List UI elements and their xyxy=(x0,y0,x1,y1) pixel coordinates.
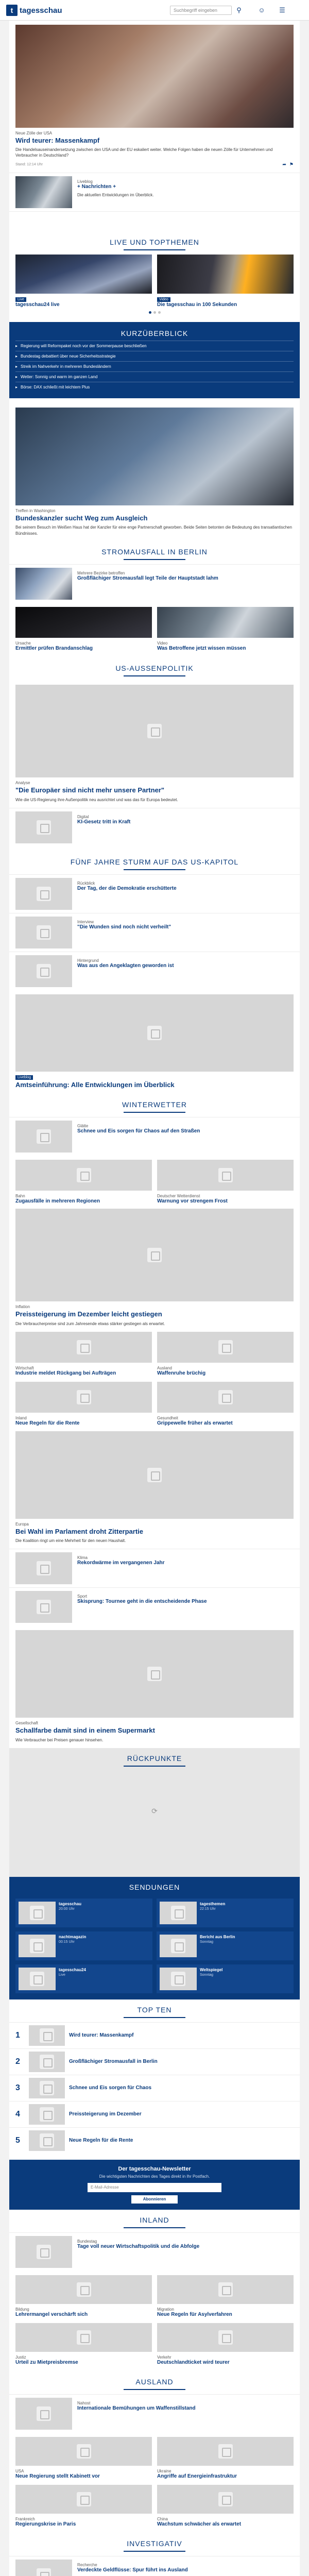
sendung-card[interactable] xyxy=(15,1931,152,1960)
kapitol-lead[interactable] xyxy=(9,990,300,1094)
kapitol-topline: Interview xyxy=(77,919,94,924)
hero-text: Die Handelsauseinandersetzung zwischen den USA und der EU eskaliert weiter. Welche Folgen haben die neuen Zölle für Unternehmen und Verbraucher in Deutschland? xyxy=(15,147,273,158)
placeholder-image xyxy=(15,1332,152,1363)
hero-meta xyxy=(15,162,294,167)
lead-four-text: Wie Verbraucher bei Preisen genauer hinsehen. xyxy=(15,1737,104,1742)
more-teaser-topline: Klima xyxy=(77,1555,88,1561)
second-teaser-text: Die aktuellen Entwicklungen im Überblick. xyxy=(77,193,154,198)
lead-four-headline[interactable]: Schallfarbe damit sind in einem Supermarkt xyxy=(15,1726,155,1735)
inland-grid xyxy=(9,2271,300,2366)
stromausfall-title: STROMAUSFALL IN BERLIN xyxy=(101,547,208,556)
placeholder-image xyxy=(157,2275,294,2304)
sendung-card[interactable] xyxy=(157,1964,294,1993)
winterwetter-card-topline: Deutscher Wetterdienst xyxy=(157,1193,200,1198)
ausland-title: AUSLAND xyxy=(135,2377,174,2386)
more-teaser-topline: Sport xyxy=(77,1594,88,1599)
ausland-card-topline: Ukraine xyxy=(157,2468,171,2473)
us-aussenpolitik-text: Wie die US-Regierung ihre Außenpolitik neu ausrichtet und was das für Europa bedeutet. xyxy=(15,797,178,802)
stromausfall-card-image xyxy=(157,607,294,638)
live-section-title: LIVE UND TOPTHEMEN xyxy=(110,238,199,246)
section-divider xyxy=(124,249,185,250)
section-divider xyxy=(124,1766,185,1767)
stromausfall-card-topline: Ursache xyxy=(15,640,31,646)
placeholder-image xyxy=(15,1209,294,1301)
placeholder-image xyxy=(157,1160,294,1191)
inland-card[interactable] xyxy=(157,2323,294,2366)
stromausfall-item[interactable] xyxy=(9,564,300,603)
main-content xyxy=(9,21,300,2576)
winterwetter-card[interactable] xyxy=(15,1160,152,1205)
inland-card[interactable] xyxy=(157,2275,294,2318)
second-teaser[interactable] xyxy=(9,173,300,211)
more-teaser[interactable] xyxy=(9,1549,300,1587)
kapitol-item[interactable] xyxy=(9,952,300,990)
topten-headline[interactable]: Preissteigerung im Dezember xyxy=(69,2111,142,2117)
winterwetter-title: WINTERWETTER xyxy=(122,1100,187,1109)
news-card-topline: Gesundheit xyxy=(157,1416,178,1421)
live-badge: Live xyxy=(15,297,26,302)
ausland-card-topline: Frankreich xyxy=(15,2517,35,2522)
placeholder-image xyxy=(19,1968,56,1990)
placeholder-image xyxy=(29,2052,65,2072)
placeholder-image xyxy=(157,1332,294,1363)
sendung-card[interactable] xyxy=(15,1964,152,1993)
placeholder-image xyxy=(15,1630,294,1718)
topten-rank: 2 xyxy=(15,2057,20,2066)
placeholder-image xyxy=(15,1591,72,1623)
sendung-title: Bericht aus Berlin xyxy=(200,1934,235,1939)
placeholder-image xyxy=(157,2323,294,2352)
top-story-image xyxy=(15,408,294,505)
us-aussenpolitik-topline: Analyse xyxy=(15,781,30,786)
top-story[interactable] xyxy=(9,403,300,541)
winterwetter-grid xyxy=(9,1156,300,1205)
winterwetter-card[interactable] xyxy=(157,1160,294,1205)
topten-rank: 1 xyxy=(15,2030,20,2040)
topten-item[interactable] xyxy=(9,2048,300,2075)
section-divider xyxy=(124,2227,185,2228)
placeholder-image xyxy=(15,1382,152,1413)
kurzueberblick-item[interactable]: ▸ Bundestag debattiert über neue Sicherheitsstrategie xyxy=(15,351,294,361)
winterwetter-headline[interactable]: Schnee und Eis sorgen für Chaos auf den Straßen xyxy=(77,1128,200,1134)
more-teaser-headline[interactable]: Rekordwärme im vergangenen Jahr xyxy=(77,1560,165,1566)
stromausfall-card[interactable] xyxy=(15,607,152,652)
ausland-card-headline[interactable]: Wachstum schwächer als erwartet xyxy=(157,2521,242,2528)
hero-headline[interactable]: Wird teurer: Massenkampf xyxy=(15,137,100,144)
top-story-text: Bei seinem Besuch im Weißen Haus hat der Kanzler für eine enge Partnerschaft geworben. Beide Seiten betonten die Bedeutung des transatlantischen Bündnisses. xyxy=(15,525,293,536)
ausland-card-topline: China xyxy=(157,2517,168,2522)
sendung-time: 20:00 Uhr xyxy=(59,1907,75,1911)
ausland-grid xyxy=(9,2433,300,2528)
sendung-title: tagesschau24 xyxy=(59,1967,86,1972)
newsletter-email-field[interactable]: E-Mail-Adresse xyxy=(88,2183,221,2192)
sendungen-grid xyxy=(9,1894,300,1999)
kapitol-item[interactable] xyxy=(9,913,300,952)
menu-icon[interactable]: ☰ xyxy=(279,6,285,14)
kapitol-item[interactable] xyxy=(9,874,300,913)
news-grid xyxy=(9,1332,300,1427)
logo[interactable] xyxy=(6,5,62,16)
winterwetter-item[interactable] xyxy=(9,1117,300,1156)
sendung-card[interactable] xyxy=(157,1899,294,1927)
placeholder-image xyxy=(15,2236,72,2268)
kapitol-headline[interactable]: "Die Wunden sind noch nicht verheilt" xyxy=(77,924,171,930)
us-aussenpolitik-title: US-AUSSENPOLITIK xyxy=(115,664,194,673)
kurzueberblick-title: KURZÜBERBLICK xyxy=(121,329,188,338)
investigativ-title: INVESTIGATIV xyxy=(127,2539,182,2548)
lead-three-text: Die Koalition ringt um eine Mehrheit für den neuen Haushalt. xyxy=(15,1538,126,1544)
news-card[interactable] xyxy=(15,1332,152,1377)
news-card[interactable] xyxy=(15,1382,152,1427)
newsletter-text: Die wichtigsten Nachrichten des Tages direkt in Ihr Postfach. xyxy=(99,2174,210,2179)
topten-item[interactable] xyxy=(9,2022,300,2048)
second-teaser-topline: Liveblog xyxy=(77,179,93,184)
topten-title: TOP TEN xyxy=(137,2005,172,2014)
sendung-card[interactable] xyxy=(157,1931,294,1960)
us-aussenpolitik-headline[interactable]: "Die Europäer sind nicht mehr unsere Partner" xyxy=(15,786,165,794)
topten-headline[interactable]: Wird teurer: Massenkampf xyxy=(69,2032,134,2038)
inland-lead-headline[interactable]: Tage voll neuer Wirtschaftspolitik und die Abfolge xyxy=(77,2243,200,2249)
inland-card-topline: Justiz xyxy=(15,2355,26,2360)
newsletter-box xyxy=(9,2160,300,2210)
us-aussenpolitik-teaser[interactable] xyxy=(9,681,300,807)
ausland-lead[interactable] xyxy=(9,2394,300,2433)
section-divider xyxy=(124,2389,185,2390)
us-aussenpolitik-sub[interactable] xyxy=(9,808,300,846)
winterwetter-card-headline[interactable]: Warnung vor strengem Frost xyxy=(157,1198,228,1204)
stromausfall-headline[interactable]: Großflächiger Stromausfall legt Teile der Hauptstadt lahm xyxy=(77,575,218,581)
slider-dots[interactable] xyxy=(9,308,300,317)
lead-three-headline[interactable]: Bei Wahl im Parlament droht Zitterpartie xyxy=(15,1527,144,1535)
kurzueberblick-item[interactable]: ▸ Wetter: Sonnig und warm im ganzen Land xyxy=(15,371,294,382)
sendung-card[interactable] xyxy=(15,1899,152,1927)
section-divider xyxy=(124,675,185,676)
live-card-headline[interactable]: tagesschau24 live xyxy=(15,301,60,308)
news-card[interactable] xyxy=(157,1332,294,1377)
placeholder-image xyxy=(15,1552,72,1584)
kapitol-headline[interactable]: Was aus den Angeklagten geworden ist xyxy=(77,962,174,969)
hero-timestamp: Stand: 12:14 Uhr xyxy=(15,162,43,166)
inland-card-headline[interactable]: Urteil zu Mietpreisbremse xyxy=(15,2360,78,2366)
news-card[interactable] xyxy=(157,1382,294,1427)
lead-two-topline: Inflation xyxy=(15,1304,30,1310)
live-card[interactable] xyxy=(15,255,152,309)
placeholder-image xyxy=(15,1160,152,1191)
placeholder-image xyxy=(19,1935,56,1957)
lead-three-topline: Europa xyxy=(15,1521,29,1527)
inland-lead[interactable] xyxy=(9,2232,300,2271)
ausland-card-headline[interactable]: Angriffe auf Energieinfrastruktur xyxy=(157,2473,237,2479)
kurzueberblick-item[interactable]: ▸ Börse: DAX schließt mit leichtem Plus xyxy=(15,382,294,392)
placeholder-image xyxy=(15,2560,72,2576)
hero-teaser[interactable] xyxy=(9,21,300,173)
placeholder-image xyxy=(157,1382,294,1413)
sendung-time: Live xyxy=(59,1973,65,1977)
sendungen-section xyxy=(9,1877,300,1999)
site-header xyxy=(0,0,309,21)
placeholder-image xyxy=(160,1902,197,1924)
ausland-lead-topline: Nahost xyxy=(77,2400,91,2405)
kurzueberblick-list xyxy=(15,341,294,392)
stromausfall-card-image xyxy=(15,607,152,638)
more-teaser-headline[interactable]: Skisprung: Tournee geht in die entscheidende Phase xyxy=(77,1599,207,1605)
inland-lead-topline: Bundestag xyxy=(77,2239,97,2244)
liveblog-badge: Liveblog xyxy=(15,1075,33,1080)
placeholder-image xyxy=(15,994,294,1072)
share-icon[interactable]: ➦ xyxy=(282,161,286,167)
inland-card-topline: Migration xyxy=(157,2307,174,2312)
lead-two-text: Die Verbraucherpreise sind zum Jahresende etwas stärker gestiegen als erwartet. xyxy=(15,1321,165,1326)
more-teaser[interactable] xyxy=(9,1587,300,1626)
placeholder-image xyxy=(19,1902,56,1924)
spacer-row xyxy=(9,211,300,232)
inland-title: INLAND xyxy=(140,2215,169,2224)
winterwetter-topline: Glätte xyxy=(77,1123,89,1128)
top-story-headline[interactable]: Bundeskanzler sucht Weg zum Ausgleich xyxy=(15,514,148,522)
kapitol-topline: Hintergrund xyxy=(77,958,99,963)
lead-two-headline[interactable]: Preissteigerung im Dezember leicht gestiegen xyxy=(15,1310,162,1318)
stromausfall-grid xyxy=(9,603,300,652)
kurzueberblick-item[interactable]: ▸ Regierung will Reformpaket noch vor der Sommerpause beschließen xyxy=(15,341,294,351)
inland-card[interactable] xyxy=(15,2275,152,2318)
placeholder-image xyxy=(157,2437,294,2466)
topten-item[interactable] xyxy=(9,2101,300,2127)
inland-card-headline[interactable]: Deutschlandticket wird teurer xyxy=(157,2360,230,2366)
sendung-title: Weltspiegel xyxy=(200,1967,223,1972)
placeholder-image xyxy=(15,811,72,843)
topten-item[interactable] xyxy=(9,2075,300,2101)
placeholder-image xyxy=(29,2078,65,2098)
stromausfall-card-headline[interactable]: Was Betroffene jetzt wissen müssen xyxy=(157,645,246,651)
placeholder-image xyxy=(15,2485,152,2514)
inland-card-topline: Bildung xyxy=(15,2307,29,2312)
sendung-time: Sonntag xyxy=(200,1973,214,1977)
news-card-headline[interactable]: Waffenruhe brüchig xyxy=(157,1370,206,1376)
investigativ-lead-headline[interactable]: Verdeckte Geldflüsse: Spur führt ins Ausland xyxy=(77,2567,188,2573)
sub-headline[interactable]: KI-Gesetz tritt in Kraft xyxy=(77,819,131,825)
topten-headline[interactable]: Schnee und Eis sorgen für Chaos xyxy=(69,2084,152,2091)
topten-item[interactable] xyxy=(9,2127,300,2154)
ausland-lead-headline[interactable]: Internationale Bemühungen um Waffenstillstand xyxy=(77,2405,196,2411)
inland-card[interactable] xyxy=(15,2323,152,2366)
topten-rank: 4 xyxy=(15,2109,20,2119)
rueckpunkte-section xyxy=(9,1748,300,1877)
stromausfall-card-headline[interactable]: Ermittler prüfen Brandanschlag xyxy=(15,645,93,651)
news-card-topline: Inland xyxy=(15,1416,27,1421)
live-card-headline[interactable]: Die tagesschau in 100 Sekunden xyxy=(157,301,237,308)
inland-card-headline[interactable]: Neue Regeln für Asylverfahren xyxy=(157,2311,232,2317)
search-icon[interactable]: ⚲ xyxy=(236,6,242,14)
logo-mark: t xyxy=(6,5,18,16)
ausland-card-headline[interactable]: Neue Regierung stellt Kabinett vor xyxy=(15,2473,100,2479)
ausland-card[interactable] xyxy=(157,2437,294,2480)
ausland-card-headline[interactable]: Regierungskrise in Paris xyxy=(15,2521,76,2528)
placeholder-image xyxy=(15,955,72,987)
placeholder-image xyxy=(15,2398,72,2430)
lead-three[interactable] xyxy=(9,1427,300,1549)
bookmark-icon[interactable]: ⚑ xyxy=(289,161,294,167)
section-divider xyxy=(124,869,185,870)
lead-two[interactable] xyxy=(9,1205,300,1331)
loading-spinner-icon: ⟳ xyxy=(151,1806,158,1815)
news-card-topline: Wirtschaft xyxy=(15,1365,34,1370)
kapitol-topline: Rückblick xyxy=(77,880,95,886)
logo-text: tagesschau xyxy=(20,6,62,15)
sendung-time: Sonntag xyxy=(200,1940,214,1944)
second-teaser-image xyxy=(15,176,72,208)
second-teaser-headline[interactable]: + Nachrichten + xyxy=(77,183,116,190)
top-story-topline: Treffen in Washington xyxy=(15,509,56,514)
placeholder-image xyxy=(160,1935,197,1957)
news-card-topline: Ausland xyxy=(157,1365,172,1370)
topten-rank: 3 xyxy=(15,2083,20,2092)
kapitol-lead-headline[interactable]: Amtseinführung: Alle Entwicklungen im Überblick xyxy=(15,1080,175,1089)
news-card-headline[interactable]: Neue Regeln für die Rente xyxy=(15,1420,80,1427)
live-card-image xyxy=(15,255,152,294)
sendung-title: tagesthemen xyxy=(200,1901,226,1906)
news-card-headline[interactable]: Grippewelle früher als erwartet xyxy=(157,1420,233,1427)
sendung-title: tagesschau xyxy=(59,1901,82,1906)
placeholder-image xyxy=(29,2104,65,2125)
placeholder-image xyxy=(29,2025,65,2046)
us-aussenpolitik-image xyxy=(15,685,294,777)
ausland-card[interactable] xyxy=(15,2437,152,2480)
placeholder-image xyxy=(15,2437,152,2466)
kapitol-headline[interactable]: Der Tag, der die Demokratie erschütterte xyxy=(77,885,177,891)
live-card-image xyxy=(157,255,294,294)
ausland-card[interactable] xyxy=(157,2485,294,2528)
user-icon[interactable]: ☺ xyxy=(258,6,265,14)
sub-topline: Digital xyxy=(77,814,89,819)
placeholder-image xyxy=(15,2275,152,2304)
kurzueberblick-box xyxy=(9,322,300,398)
sendungen-title: SENDUNGEN xyxy=(129,1883,180,1891)
topten-rank: 5 xyxy=(15,2136,20,2145)
investigativ-lead[interactable] xyxy=(9,2556,300,2576)
sendung-time: 00:15 Uhr xyxy=(59,1940,75,1944)
video-badge: Video xyxy=(157,297,170,302)
stromausfall-image xyxy=(15,568,72,600)
placeholder-image xyxy=(15,2323,152,2352)
section-divider xyxy=(124,1112,185,1113)
search-input[interactable]: Suchbegriff eingeben xyxy=(170,6,232,15)
kapitol-title: FÜNF JAHRE STURM AUF DAS US-KAPITOL xyxy=(70,857,239,866)
section-divider xyxy=(124,2017,185,2018)
rueckpunkte-title: RÜCKPUNKTE xyxy=(127,1754,182,1762)
section-divider xyxy=(124,559,185,560)
share-icons xyxy=(282,162,294,167)
placeholder-image xyxy=(15,878,72,910)
stromausfall-topline: Mehrere Bezirke betroffen xyxy=(77,570,125,575)
winterwetter-card-topline: Bahn xyxy=(15,1193,25,1198)
hero-topline: Neue Zölle der USA xyxy=(15,131,53,135)
news-card-headline[interactable]: Industrie meldet Rückgang bei Aufträgen xyxy=(15,1370,116,1376)
investigativ-lead-topline: Recherche xyxy=(77,2562,97,2567)
lead-four[interactable] xyxy=(9,1626,300,1748)
ausland-card[interactable] xyxy=(15,2485,152,2528)
inland-card-headline[interactable]: Lehrermangel verschärft sich xyxy=(15,2311,88,2317)
placeholder-image xyxy=(15,1431,294,1519)
newsletter-subscribe-button[interactable]: Abonnieren xyxy=(131,2195,178,2204)
placeholder-image xyxy=(160,1968,197,1990)
placeholder-image xyxy=(157,2485,294,2514)
inland-card-topline: Verkehr xyxy=(157,2355,171,2360)
topten-headline[interactable]: Neue Regeln für die Rente xyxy=(69,2137,133,2143)
live-card[interactable] xyxy=(157,255,294,309)
hero-image xyxy=(15,25,294,128)
placeholder-image xyxy=(15,917,72,948)
newsletter-title: Der tagesschau-Newsletter xyxy=(118,2165,191,2172)
kurzueberblick-item[interactable]: ▸ Streik im Nahverkehr in mehreren Bundesländern xyxy=(15,361,294,371)
placeholder-image xyxy=(29,2130,65,2151)
winterwetter-card-headline[interactable]: Zugausfälle in mehreren Regionen xyxy=(15,1198,100,1204)
stromausfall-card[interactable] xyxy=(157,607,294,652)
stromausfall-card-topline: Video xyxy=(157,640,168,646)
live-grid xyxy=(9,255,300,309)
ausland-card-topline: USA xyxy=(15,2468,24,2473)
placeholder-image xyxy=(15,1121,72,1153)
topten-headline[interactable]: Großflächiger Stromausfall in Berlin xyxy=(69,2058,158,2064)
lead-four-topline: Gesellschaft xyxy=(15,1721,39,1726)
sendung-time: 22:15 Uhr xyxy=(200,1907,216,1911)
sendung-title: nachtmagazin xyxy=(59,1934,87,1939)
section-divider xyxy=(124,2551,185,2552)
